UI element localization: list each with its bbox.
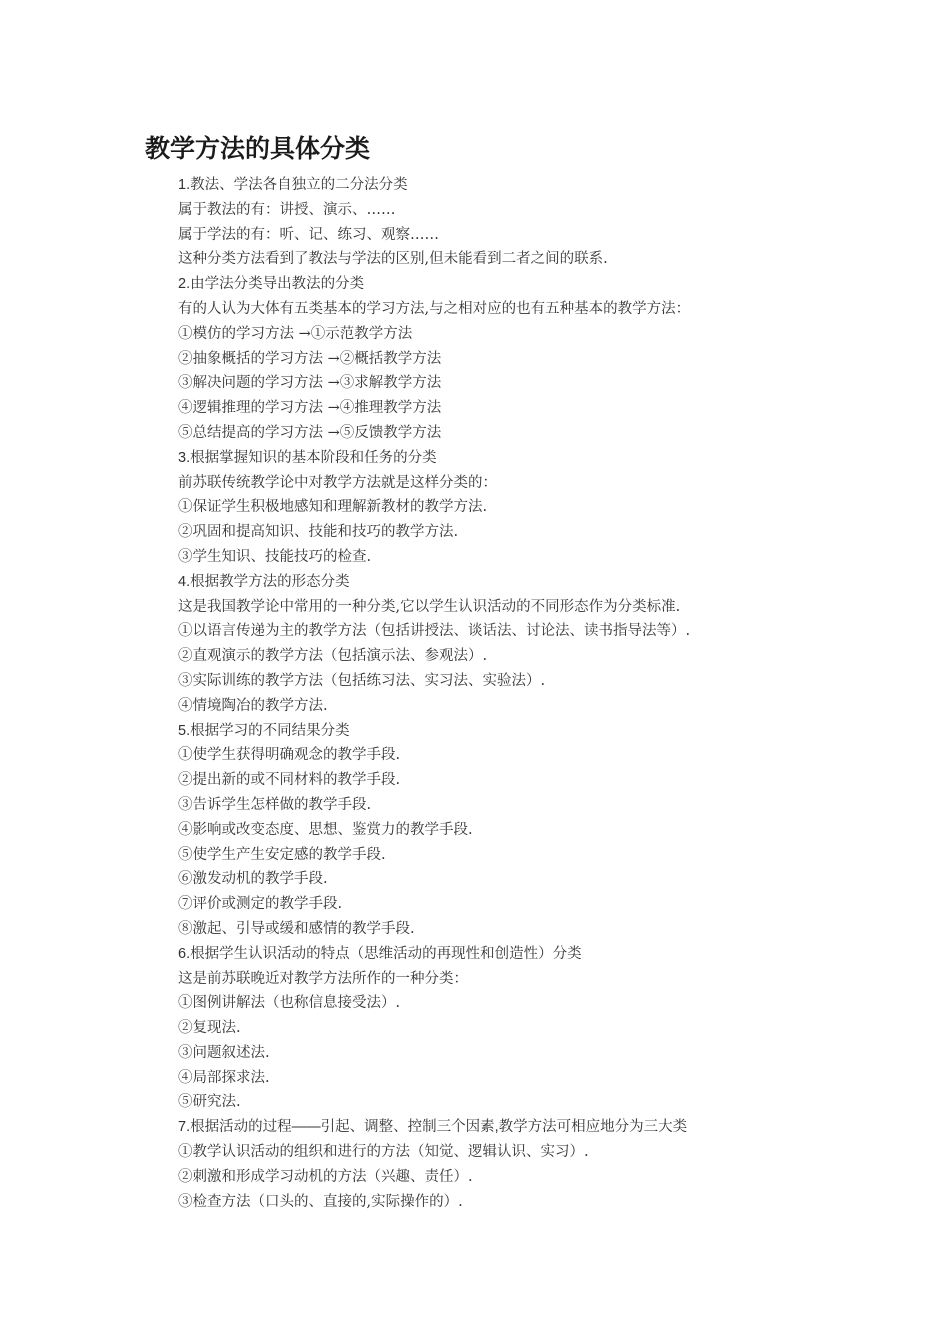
body-line: 前苏联传统教学论中对教学方法就是这样分类的： xyxy=(178,474,497,491)
section-heading: 2.由学法分类导出教法的分类 xyxy=(178,276,365,293)
body-line: ⑥激发动机的教学手段. xyxy=(178,871,328,888)
body-line: ③学生知识、技能技巧的检查. xyxy=(178,548,372,565)
body-line: ②直观演示的教学方法（包括演示法、参观法）. xyxy=(178,648,488,665)
body-line: ①模仿的学习方法 →①示范教学方法 xyxy=(178,325,413,342)
body-line: ①以语言传递为主的教学方法（包括讲授法、谈话法、讨论法、读书指导法等）. xyxy=(178,623,691,640)
body-line: 属于学法的有：听、记、练习、观察…… xyxy=(178,226,439,243)
section-heading: 5.根据学习的不同结果分类 xyxy=(178,722,350,739)
body-line: ②刺激和形成学习动机的方法（兴趣、责任）. xyxy=(178,1168,473,1185)
section-heading: 6.根据学生认识活动的特点（思维活动的再现性和创造性）分类 xyxy=(178,945,582,962)
section-heading: 4.根据教学方法的形态分类 xyxy=(178,573,350,590)
section-heading: 3.根据掌握知识的基本阶段和任务的分类 xyxy=(178,449,437,466)
body-line: ⑧激起、引导或缓和感情的教学手段. xyxy=(178,920,415,937)
body-line: 有的人认为大体有五类基本的学习方法,与之相对应的也有五种基本的教学方法： xyxy=(178,300,691,317)
body-line: ③检查方法（口头的、直接的,实际操作的）. xyxy=(178,1193,463,1210)
body-line: 这种分类方法看到了教法与学法的区别,但未能看到二者之间的联系. xyxy=(178,251,608,268)
body-line: ①使学生获得明确观念的教学手段. xyxy=(178,747,401,764)
document-title: 教学方法的具体分类 xyxy=(145,134,371,163)
body-line: ①图例讲解法（也称信息接受法）. xyxy=(178,995,401,1012)
body-line: ②提出新的或不同材料的教学手段. xyxy=(178,772,401,789)
body-line: ②抽象概括的学习方法 →②概括教学方法 xyxy=(178,350,442,367)
body-line: ②复现法. xyxy=(178,1020,241,1037)
section-heading: 1.教法、学法各自独立的二分法分类 xyxy=(178,177,408,193)
document-body xyxy=(178,173,690,1214)
body-line: ③实际训练的教学方法（包括练习法、实习法、实验法）. xyxy=(178,672,546,689)
body-line: 这是前苏联晚近对教学方法所作的一种分类： xyxy=(178,970,468,987)
body-line: ④局部探求法. xyxy=(178,1069,270,1086)
body-line: ③解决问题的学习方法 →③求解教学方法 xyxy=(178,375,442,392)
body-line: ⑤研究法. xyxy=(178,1094,241,1111)
body-line: ④情境陶冶的教学方法. xyxy=(178,697,328,714)
body-line: ④逻辑推理的学习方法 →④推理教学方法 xyxy=(178,400,442,417)
body-line: ①教学认识活动的组织和进行的方法（知觉、逻辑认识、实习）. xyxy=(178,1144,589,1161)
body-line: ④影响或改变态度、思想、鉴赏力的教学手段. xyxy=(178,821,473,838)
body-line: ①保证学生积极地感知和理解新教材的教学方法. xyxy=(178,499,488,516)
body-line: 这是我国教学论中常用的一种分类,它以学生认识活动的不同形态作为分类标准. xyxy=(178,598,681,615)
body-line: ⑤总结提高的学习方法 →⑤反馈教学方法 xyxy=(178,424,442,441)
body-line: ③问题叙述法. xyxy=(178,1044,270,1061)
section-heading: 7.根据活动的过程——引起、调整、控制三个因素,教学方法可相应地分为三大类 xyxy=(178,1119,688,1136)
body-line: ⑤使学生产生安定感的教学手段. xyxy=(178,846,386,863)
body-line: ③告诉学生怎样做的教学手段. xyxy=(178,796,372,813)
body-line: ⑦评价或测定的教学手段. xyxy=(178,896,343,913)
body-line: 属于教法的有：讲授、演示、…… xyxy=(178,201,396,218)
body-line: ②巩固和提高知识、技能和技巧的教学方法. xyxy=(178,524,459,541)
